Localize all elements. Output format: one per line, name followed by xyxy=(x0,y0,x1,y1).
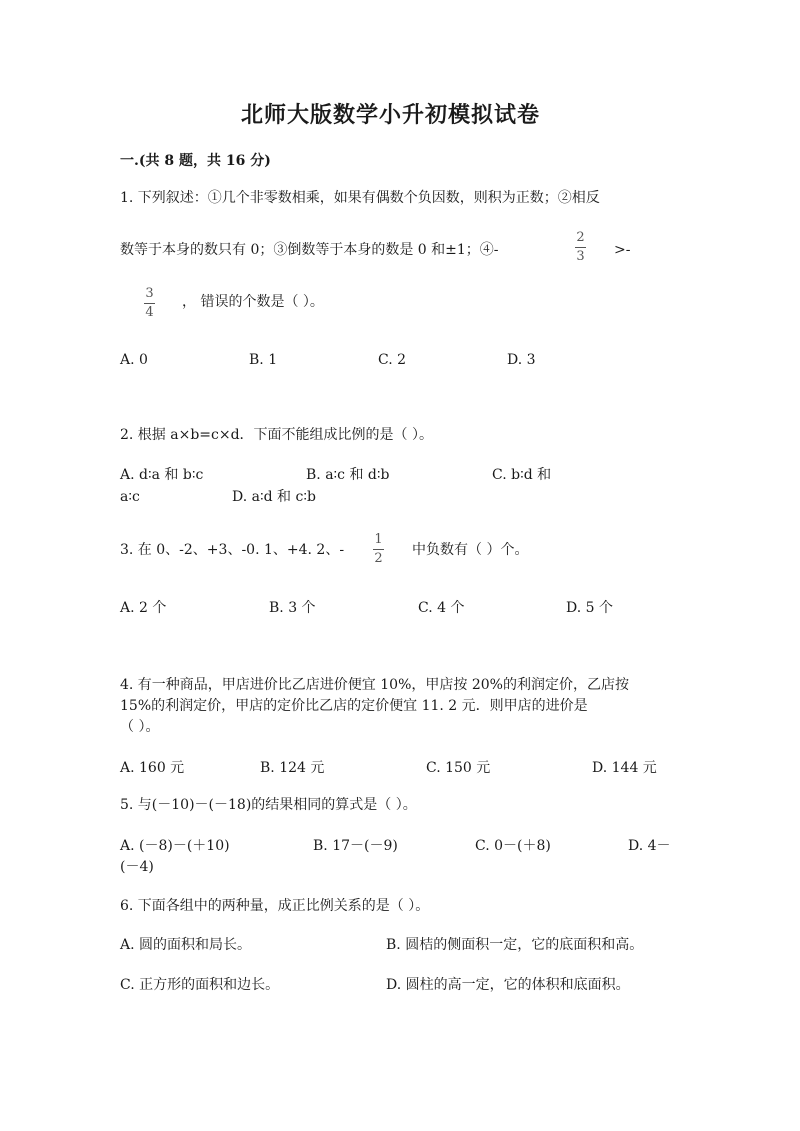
option-c[interactable]: C. b∶d 和 xyxy=(492,467,552,483)
option-c[interactable]: C. 4 个 xyxy=(418,600,465,616)
option-a[interactable]: A. (－8)－(＋10) xyxy=(120,838,230,854)
option-b[interactable]: B. 17－(－9) xyxy=(313,838,398,854)
option-a[interactable]: A. 圆的面积和局长。 xyxy=(120,937,252,953)
option-d-continued: (－4) xyxy=(120,859,154,875)
question-4-line-2: 15%的利润定价，甲店的定价比乙店的定价便宜 11. 2 元．则甲店的进价是 xyxy=(120,698,588,714)
greater-than-negative: >- xyxy=(614,242,631,258)
question-1-line-1: 1. 下列叙述：①几个非零数相乘，如果有偶数个负因数，则积为正数；②相反 xyxy=(120,190,600,206)
question-4-line-1: 4. 有一种商品，甲店进价比乙店进价便宜 10%，甲店按 20%的利润定价，乙店按 xyxy=(120,677,629,693)
option-a[interactable]: A. 2 个 xyxy=(120,600,167,616)
option-c[interactable]: C. 0－(＋8) xyxy=(475,838,551,854)
fraction-denominator: 4 xyxy=(145,305,154,320)
fraction-two-thirds xyxy=(575,230,586,265)
option-a[interactable]: A. d∶a 和 b∶c xyxy=(120,467,204,483)
fraction-bar xyxy=(144,303,155,304)
option-d[interactable]: D. 4－ xyxy=(628,838,671,854)
question-3-tail: 中负数有（ ）个。 xyxy=(412,542,529,558)
page-title: 北师大版数学小升初模拟试卷 xyxy=(241,102,541,128)
question-1-tail: ， 错误的个数是（ ）。 xyxy=(182,294,324,310)
option-b[interactable]: B. 3 个 xyxy=(269,600,316,616)
fraction-denominator: 3 xyxy=(576,249,585,264)
option-c[interactable]: C. 150 元 xyxy=(426,760,491,776)
fraction-one-half xyxy=(373,532,384,567)
option-b[interactable]: B. a∶c 和 d∶b xyxy=(306,467,390,483)
question-1-line-2: 数等于本身的数只有 0；③倒数等于本身的数是 0 和±1；④- xyxy=(120,242,499,258)
question-5-text: 5. 与(－10)－(－18)的结果相同的算式是（ ）。 xyxy=(120,797,417,813)
question-6-text: 6. 下面各组中的两种量，成正比例关系的是（ ）。 xyxy=(120,898,430,914)
option-b[interactable]: B. 124 元 xyxy=(260,760,325,776)
section-heading: 一.(共 8 题，共 16 分) xyxy=(120,153,271,169)
question-4-line-3: （ ）。 xyxy=(120,719,160,735)
option-b[interactable]: B. 圆桔的侧面积一定，它的底面积和高。 xyxy=(386,937,644,953)
option-d[interactable]: D. 圆柱的高一定，它的体积和底面积。 xyxy=(386,977,630,993)
fraction-bar xyxy=(373,549,384,550)
option-d[interactable]: D. 3 xyxy=(507,352,536,368)
option-d[interactable]: D. 144 元 xyxy=(592,760,657,776)
question-3-text: 3. 在 0、-2、+3、-0. 1、+4. 2、- xyxy=(120,542,345,558)
fraction-numerator: 1 xyxy=(374,532,383,547)
option-d[interactable]: D. 5 个 xyxy=(566,600,613,616)
question-2-text: 2. 根据 a×b=c×d．下面不能组成比例的是（ ）。 xyxy=(120,427,434,443)
fraction-bar xyxy=(575,247,586,248)
option-c[interactable]: C. 正方形的面积和边长。 xyxy=(120,977,280,993)
option-a[interactable]: A. 160 元 xyxy=(120,760,185,776)
fraction-numerator: 2 xyxy=(576,230,585,245)
fraction-denominator: 2 xyxy=(374,551,383,566)
option-b[interactable]: B. 1 xyxy=(249,352,278,368)
option-a[interactable]: A. 0 xyxy=(120,352,148,368)
fraction-three-quarters xyxy=(144,286,155,321)
option-c-continued: a∶c xyxy=(120,489,140,505)
fraction-numerator: 3 xyxy=(145,286,154,301)
option-c[interactable]: C. 2 xyxy=(378,352,407,368)
option-d[interactable]: D. a∶d 和 c∶b xyxy=(232,489,316,505)
